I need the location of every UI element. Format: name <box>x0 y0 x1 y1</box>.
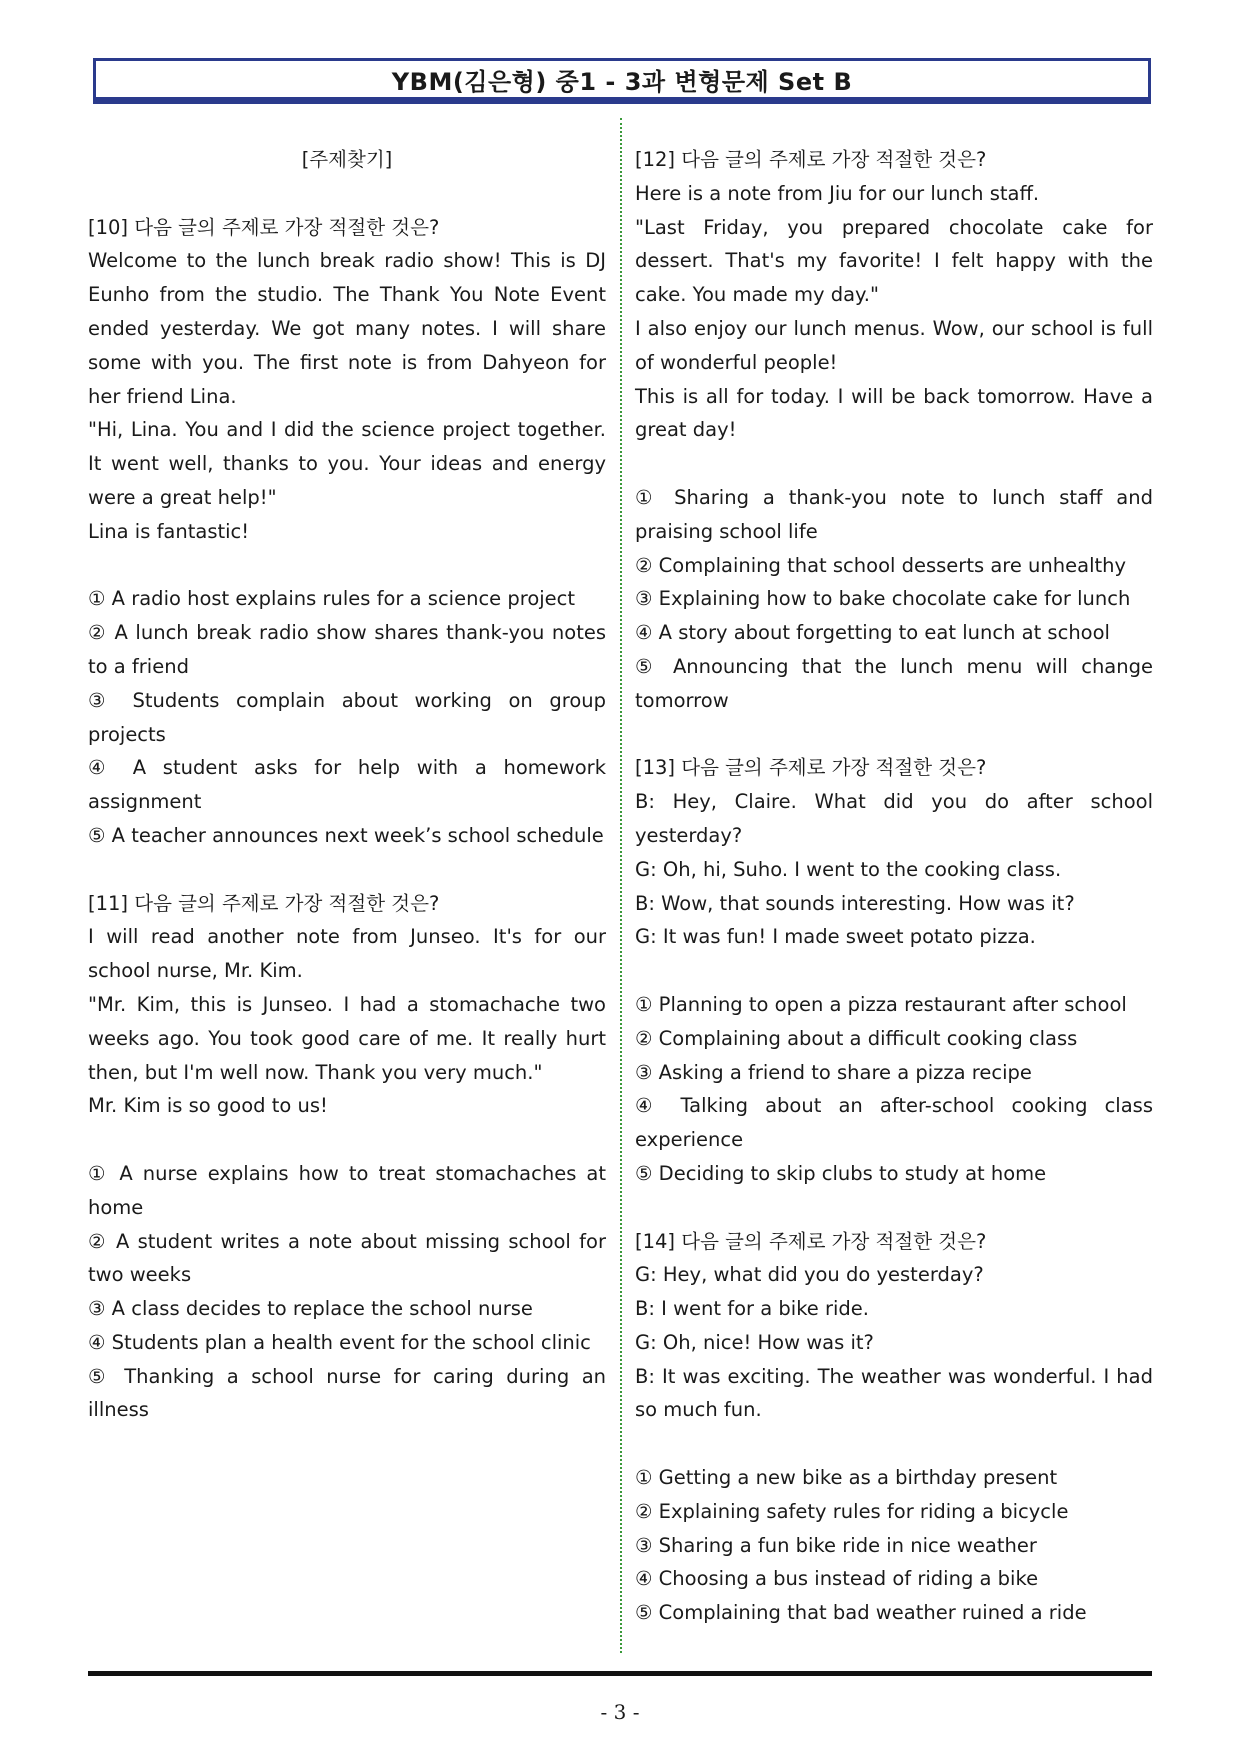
page-number: - 3 - <box>600 1700 640 1724</box>
q12-option: ① Sharing a thank-you note to lunch staff and praising school life <box>635 485 1153 543</box>
q11-passage-2: "Mr. Kim, this is Junseo. I had a stomachache two weeks ago. You took good care of me. It really hurt then, but I'm well now. Thank you very much." <box>88 992 606 1084</box>
q11-option: ③ A class decides to replace the school nurse <box>88 1297 533 1321</box>
q14-option: ⑤ Complaining that bad weather ruined a ride <box>635 1601 1087 1625</box>
q14-dialogue-line: B: I went for a bike ride. <box>635 1297 869 1321</box>
q12-passage-2: "Last Friday, you prepared chocolate cake for dessert. That's my favorite! I felt happy with the cake. You made my day." <box>635 215 1153 307</box>
q11-option: ① A nurse explains how to treat stomachaches at home <box>88 1161 606 1219</box>
q13-option: ⑤ Deciding to skip clubs to study at home <box>635 1161 1047 1185</box>
q10-passage-1: Welcome to the lunch break radio show! This is DJ Eunho from the studio. The Thank You Note Event ended yesterday. We got many notes. I will share some with you. The first note is from Dahyeon for her friend Lina. <box>88 249 606 408</box>
q11-option: ② A student writes a note about missing school for two weeks <box>88 1229 606 1287</box>
q12-option: ④ A story about forgetting to eat lunch at school <box>635 621 1110 645</box>
q14-option: ① Getting a new bike as a birthday present <box>635 1466 1058 1490</box>
q10-option: ② A lunch break radio show shares thank-you notes to a friend <box>88 621 606 678</box>
q11-passage-3: Mr. Kim is so good to us! <box>88 1094 328 1118</box>
q12-passage-1: Here is a note from Jiu for our lunch staff. <box>635 181 1040 205</box>
q13-option: ① Planning to open a pizza restaurant after school <box>635 992 1127 1016</box>
q14-dialogue-line: B: It was exciting. The weather was wonderful. I had so much fun. <box>635 1364 1153 1422</box>
q13-dialogue-line: G: Oh, hi, Suho. I went to the cooking class. <box>635 857 1062 881</box>
q10-option: ⑤ A teacher announces next week’s school schedule <box>88 823 604 847</box>
q12-option: ⑤ Announcing that the lunch menu will change tomorrow <box>635 654 1153 712</box>
q13-option: ③ Asking a friend to share a pizza recipe <box>635 1060 1032 1084</box>
column-divider <box>620 118 622 1653</box>
q12-passage-3: I also enjoy our lunch menus. Wow, our school is full of wonderful people! <box>635 316 1153 374</box>
q12-heading: [12] 다음 글의 주제로 가장 적절한 것은? <box>635 148 987 171</box>
left-column <box>88 143 606 1427</box>
q10-passage-3: Lina is fantastic! <box>88 519 250 543</box>
header-box <box>93 58 1151 100</box>
q14-option: ② Explaining safety rules for riding a bicycle <box>635 1499 1069 1523</box>
q10-option: ④ A student asks for help with a homework assignment <box>88 756 606 814</box>
q11-passage-1: I will read another note from Junseo. It's for our school nurse, Mr. Kim. <box>88 925 606 983</box>
q12-option: ③ Explaining how to bake chocolate cake for lunch <box>635 587 1131 611</box>
q13-dialogue-line: B: Hey, Claire. What did you do after school yesterday? <box>635 790 1153 847</box>
q11-heading: [11] 다음 글의 주제로 가장 적절한 것은? <box>88 891 440 915</box>
q11-option: ④ Students plan a health event for the school clinic <box>88 1330 591 1354</box>
q12-option: ② Complaining that school desserts are unhealthy <box>635 553 1127 577</box>
q14-dialogue-line: G: Oh, nice! How was it? <box>635 1330 874 1354</box>
q10-option: ③ Students complain about working on group projects <box>88 688 606 746</box>
q11-option: ⑤ Thanking a school nurse for caring during an illness <box>88 1364 606 1422</box>
q14-option: ③ Sharing a fun bike ride in nice weather <box>635 1533 1037 1557</box>
q10-option: ① A radio host explains rules for a science project <box>88 587 576 611</box>
q14-option: ④ Choosing a bus instead of riding a bike <box>635 1567 1039 1591</box>
footer-rule <box>88 1671 1152 1676</box>
q13-dialogue-line: B: Wow, that sounds interesting. How was it? <box>635 891 1075 915</box>
section-title: [주제찾기] <box>301 148 393 171</box>
q13-option: ② Complaining about a difficult cooking class <box>635 1026 1078 1050</box>
q14-heading: [14] 다음 글의 주제로 가장 적절한 것은? <box>635 1229 987 1253</box>
q13-option: ④ Talking about an after-school cooking class experience <box>635 1094 1153 1152</box>
page-title: YBM(김은형) 중1 - 3과 변형문제 Set B <box>391 67 853 96</box>
q10-heading: [10] 다음 글의 주제로 가장 적절한 것은? <box>88 215 440 239</box>
q13-heading: [13] 다음 글의 주제로 가장 적절한 것은? <box>635 756 987 780</box>
right-column <box>635 143 1153 1630</box>
q10-passage-2: "Hi, Lina. You and I did the science project together. It went well, thanks to you. Your ideas and energy were a great help!" <box>88 418 606 509</box>
q12-passage-4: This is all for today. I will be back tomorrow. Have a great day! <box>635 384 1153 442</box>
q14-dialogue-line: G: Hey, what did you do yesterday? <box>635 1263 984 1287</box>
q13-dialogue-line: G: It was fun! I made sweet potato pizza. <box>635 925 1036 949</box>
